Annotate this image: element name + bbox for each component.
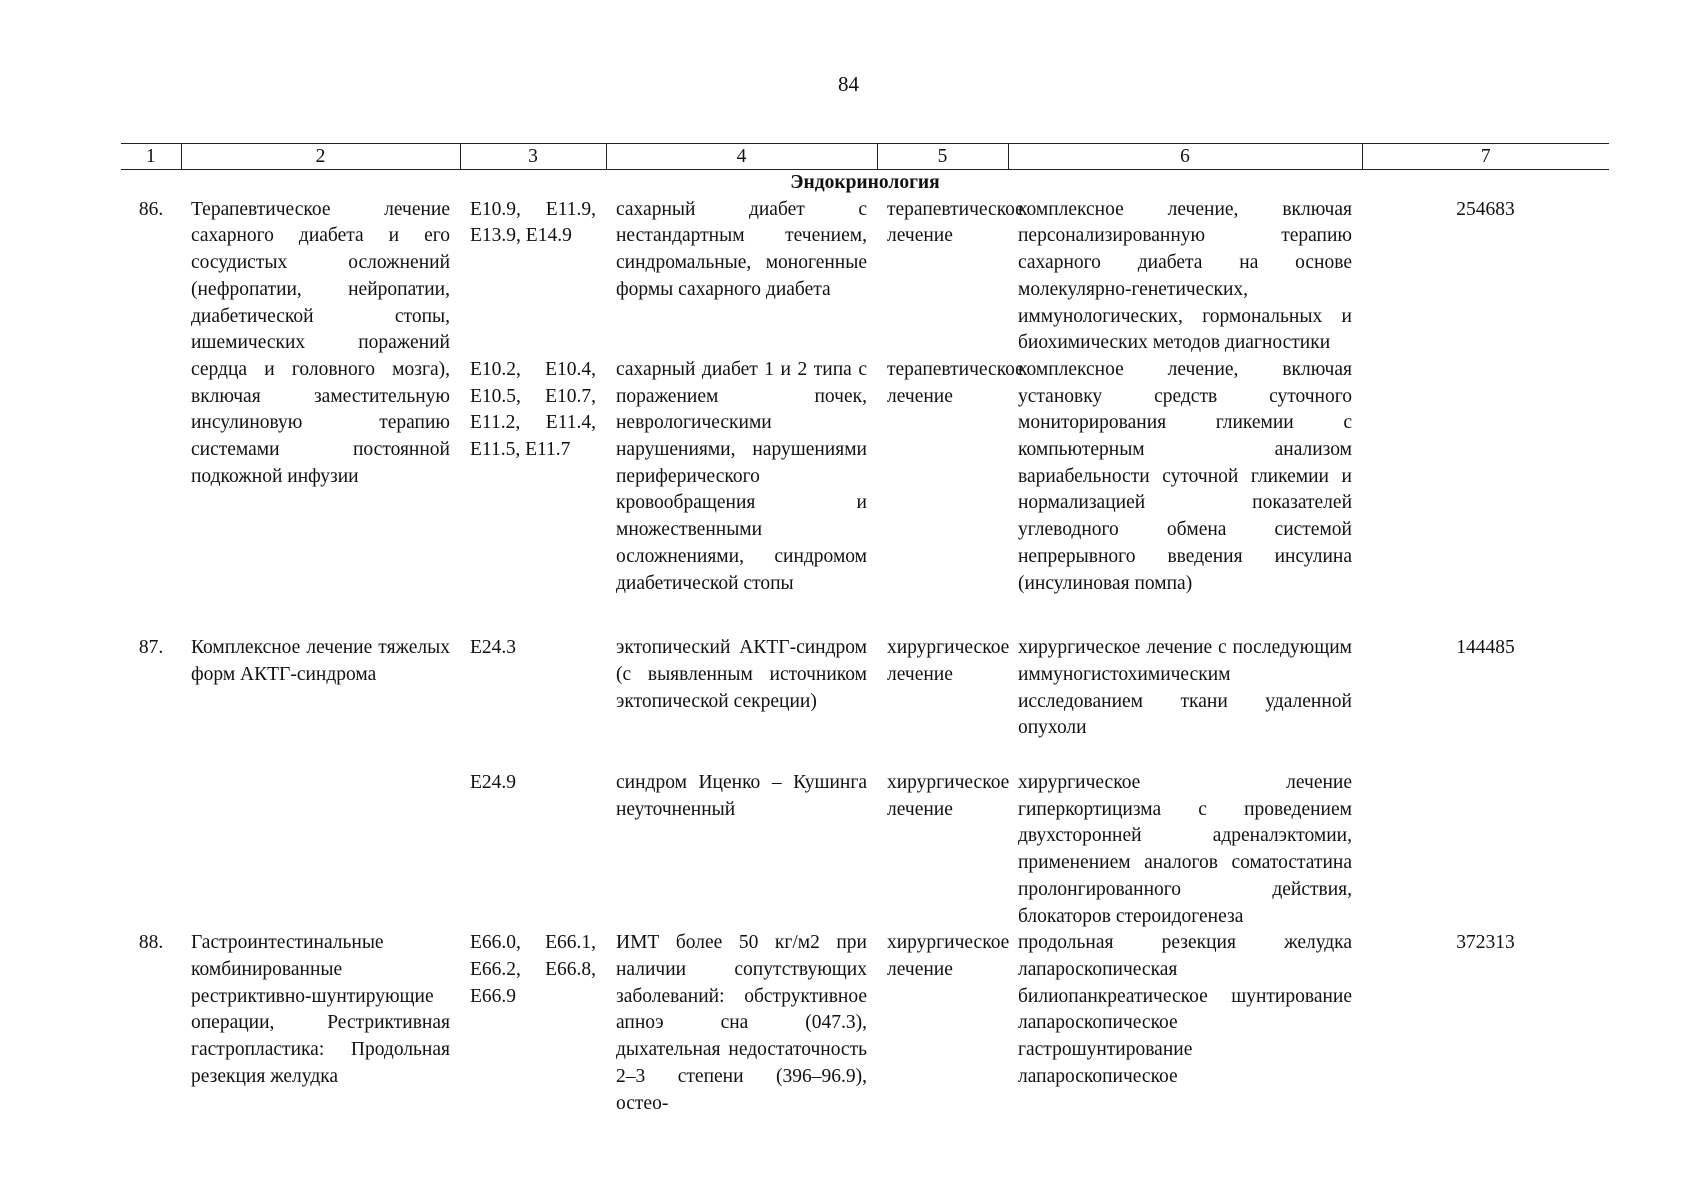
cost-value: 372313 [1456,932,1515,954]
treatment-method-list [1008,930,1362,1117]
treatment-method: хирургическое лечение гиперкортицизма с проведением двухсторонней адреналэктомии, применением аналогов соматостатина пролонгированного действия, блокаторов стероидогенеза [1018,772,1352,927]
table-row [121,197,1609,357]
icd-codes: E66.0, E66.1, E66.2, E66.8, E66.9 [470,932,596,1007]
icd-codes: E24.3 [470,637,517,659]
row-number: 88. [138,932,164,954]
treatment-type: хирургическое лечение [887,932,1010,980]
treatment-method: билиопанкреатическое шунтирование лапароскопическое [1018,985,1352,1034]
treatment-method: гастрошунтирование лапароскопическое [1018,1039,1193,1087]
patient-model: ИМТ более 50 кг/м2 при наличии сопутствующих заболеваний: обструктивное апноэ сна (047.3), дыхательная недостаточность 2–3 степени (396–96.9), остео- [616,932,867,1114]
section-title: Эндокринология [790,172,940,193]
row-number: 87. [138,637,164,659]
column-number: 1 [121,144,181,170]
treatment-name: Гастроинтестинальные комбинированные рестриктивно-шунтирующие операции, Рестриктивная гастропластика: Продольная резекция желудка [191,932,450,1087]
document-table [121,143,1609,1117]
patient-model: сахарный диабет с нестандартным течением, синдромальные, моногенные формы сахарного диабета [616,198,867,300]
column-number-row [121,144,1609,170]
icd-codes: E24.9 [470,772,517,794]
patient-model: сахарный диабет 1 и 2 типа с поражением почек, неврологическими нарушениями, нарушениями периферического кровообращения и множественными осложнениями, синдромом диабетической стопы [616,358,867,594]
treatment-name: Терапевтическое лечение сахарного диабета и его сосудистых осложнений (нефропатии, нейропатии, диабетической стопы, ишемических поражений сердца и головного мозга), включая заместительную инсулиновую терапию системами постоянной подкожной инфузии [191,198,450,487]
section-row [121,170,1609,197]
treatment-method: хирургическое лечение с последующим иммуногистохимическим исследованием ткани удаленной опухоли [1018,637,1352,739]
treatment-type: терапевтическое лечение [887,198,1024,247]
cost-value: 144485 [1456,637,1515,659]
row-spacer [121,597,1609,635]
treatment-type: хирургическое лечение [887,772,1010,820]
page-number: 84 [838,72,859,96]
column-number: 3 [460,144,606,170]
table-row [121,930,1609,1117]
patient-model: синдром Иценко – Кушинга неуточненный [616,772,867,820]
treatment-type: хирургическое лечение [887,637,1010,685]
column-number: 6 [1008,144,1362,170]
column-number: 5 [877,144,1008,170]
cost-value: 254683 [1456,198,1515,220]
treatment-method: продольная резекция желудка лапароскопическая [1018,932,1352,980]
table-row [121,635,1609,742]
column-number: 2 [181,144,460,170]
row-number: 86. [138,198,164,220]
treatment-name: Комплексное лечение тяжелых форм АКТГ-синдрома [191,637,450,685]
column-number: 7 [1362,144,1609,170]
treatment-method: комплексное лечение, включая персонализированную терапию сахарного диабета на основе молекулярно-генетических, иммунологических, гормональных и биохимических методов диагностики [1018,198,1352,354]
icd-codes: E10.2, E10.4, E10.5, E10.7, E11.2, E11.4, E11.5, E11.7 [470,358,596,461]
icd-codes: E10.9, E11.9, E13.9, E14.9 [470,198,596,247]
treatment-method: комплексное лечение, включая установку средств суточного мониторирования гликемии с компьютерным анализом вариабельности суточной гликемии и нормализацией показателей углеводного обмена системой непрерывного введения инсулина (инсулиновая помпа) [1018,358,1352,594]
column-number: 4 [606,144,877,170]
patient-model: эктопический АКТГ-синдром (с выявленным источником эктопической секреции) [616,637,867,712]
treatment-type: терапевтическое лечение [887,358,1024,407]
